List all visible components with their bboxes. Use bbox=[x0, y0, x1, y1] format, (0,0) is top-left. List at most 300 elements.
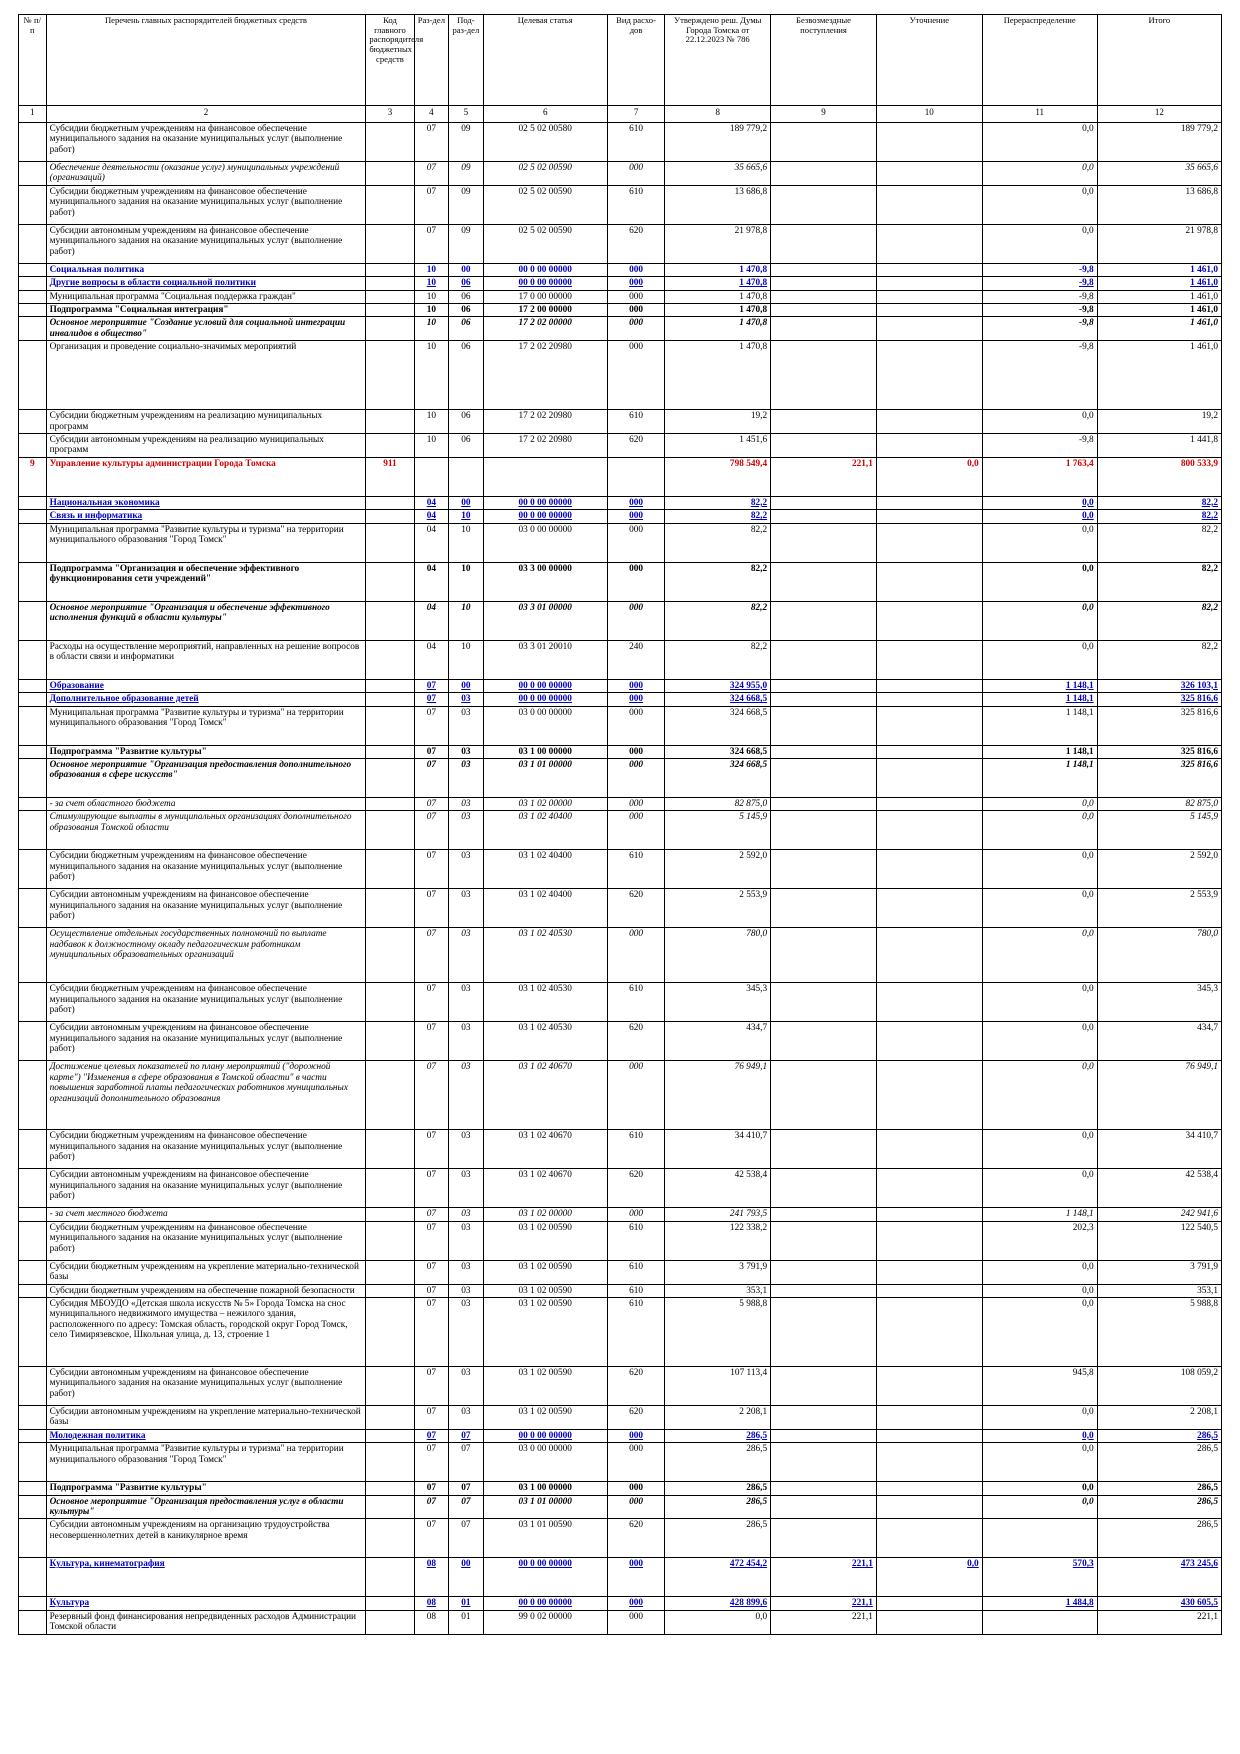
cell-pereras: 0,0 bbox=[982, 123, 1097, 162]
cell-num bbox=[19, 1022, 47, 1061]
cell-pereras: 0,0 bbox=[982, 510, 1097, 523]
cell-utv: 286,5 bbox=[665, 1519, 771, 1558]
table-row bbox=[19, 562, 1222, 601]
cell-num bbox=[19, 983, 47, 1022]
cell-pereras: 0,0 bbox=[982, 889, 1097, 928]
cell-razd: 07 bbox=[414, 693, 449, 706]
cell-gl bbox=[366, 562, 414, 601]
cell-bezv bbox=[771, 304, 877, 317]
table-row bbox=[19, 1061, 1222, 1130]
cell-utoch bbox=[876, 1022, 982, 1061]
cell-utv: 472 454,2 bbox=[665, 1558, 771, 1597]
cell-utv: 82,2 bbox=[665, 640, 771, 679]
cell-cel: 03 1 02 40670 bbox=[483, 1130, 607, 1169]
cell-podr: 03 bbox=[449, 1208, 484, 1221]
cell-vid: 000 bbox=[607, 341, 665, 410]
cell-cel: 03 1 02 00590 bbox=[483, 1405, 607, 1429]
cell-name: Достижение целевых показателей по плану мероприятий ("дорожной карте") "Изменения в сфере образования в Томской области" в части повышения заработной платы педагогических работников муниципальных организаций дополнительного образования bbox=[46, 1061, 366, 1130]
cell-vid: 000 bbox=[607, 1429, 665, 1442]
cell-gl bbox=[366, 1284, 414, 1297]
header-num-5: 5 bbox=[449, 106, 484, 123]
cell-bezv bbox=[771, 410, 877, 434]
cell-pereras: 0,0 bbox=[982, 1260, 1097, 1284]
cell-utv: 35 665,6 bbox=[665, 162, 771, 186]
cell-podr: 03 bbox=[449, 797, 484, 810]
cell-itogo: 286,5 bbox=[1097, 1495, 1221, 1519]
cell-num bbox=[19, 640, 47, 679]
cell-pereras: 0,0 bbox=[982, 1022, 1097, 1061]
cell-name: Образование bbox=[46, 679, 366, 692]
table-row bbox=[19, 224, 1222, 263]
cell-vid: 610 bbox=[607, 410, 665, 434]
cell-vid: 610 bbox=[607, 1297, 665, 1366]
cell-gl bbox=[366, 745, 414, 758]
cell-utoch bbox=[876, 434, 982, 458]
cell-gl bbox=[366, 1169, 414, 1208]
cell-bezv bbox=[771, 983, 877, 1022]
header-numbers-row bbox=[19, 106, 1222, 123]
cell-razd: 07 bbox=[414, 889, 449, 928]
cell-utoch bbox=[876, 1221, 982, 1260]
cell-num bbox=[19, 1519, 47, 1558]
cell-razd: 07 bbox=[414, 797, 449, 810]
cell-podr: 07 bbox=[449, 1482, 484, 1495]
cell-utv: 82,2 bbox=[665, 496, 771, 509]
cell-utv: 1 451,6 bbox=[665, 434, 771, 458]
cell-name: Муниципальная программа "Развитие культуры и туризма" на территории муниципального образования "Город Томск" bbox=[46, 1443, 366, 1482]
cell-vid: 000 bbox=[607, 162, 665, 186]
cell-name: Подпрограмма "Развитие культуры" bbox=[46, 745, 366, 758]
cell-bezv bbox=[771, 706, 877, 745]
cell-itogo: 780,0 bbox=[1097, 928, 1221, 983]
cell-razd: 10 bbox=[414, 304, 449, 317]
cell-podr: 03 bbox=[449, 1405, 484, 1429]
cell-pereras: 0,0 bbox=[982, 410, 1097, 434]
cell-utoch bbox=[876, 1482, 982, 1495]
cell-utoch bbox=[876, 1405, 982, 1429]
cell-bezv bbox=[771, 1519, 877, 1558]
cell-gl bbox=[366, 277, 414, 290]
cell-bezv bbox=[771, 263, 877, 276]
cell-utv: 2 553,9 bbox=[665, 889, 771, 928]
cell-name: Подпрограмма "Организация и обеспечение эффективного функционирования сети учреждений" bbox=[46, 562, 366, 601]
cell-num bbox=[19, 1443, 47, 1482]
cell-utoch bbox=[876, 123, 982, 162]
cell-name: Культура bbox=[46, 1597, 366, 1610]
cell-itogo: 353,1 bbox=[1097, 1284, 1221, 1297]
header-num-9: 9 bbox=[771, 106, 877, 123]
cell-name: Управление культуры администрации Города Томска bbox=[46, 457, 366, 496]
cell-vid: 000 bbox=[607, 811, 665, 850]
cell-gl bbox=[366, 1297, 414, 1366]
header-num-1: 1 bbox=[19, 106, 47, 123]
table-row bbox=[19, 457, 1222, 496]
cell-utoch bbox=[876, 410, 982, 434]
cell-num bbox=[19, 889, 47, 928]
cell-utoch bbox=[876, 290, 982, 303]
cell-cel: 02 5 02 00590 bbox=[483, 224, 607, 263]
cell-razd: 07 bbox=[414, 1297, 449, 1366]
cell-podr: 03 bbox=[449, 1260, 484, 1284]
cell-utv: 1 470,8 bbox=[665, 341, 771, 410]
cell-cel: 17 2 02 00000 bbox=[483, 317, 607, 341]
cell-bezv bbox=[771, 928, 877, 983]
cell-name: Связь и информатика bbox=[46, 510, 366, 523]
cell-gl bbox=[366, 928, 414, 983]
cell-razd: 04 bbox=[414, 510, 449, 523]
cell-itogo: 19,2 bbox=[1097, 410, 1221, 434]
cell-pereras: 0,0 bbox=[982, 562, 1097, 601]
table-row bbox=[19, 341, 1222, 410]
cell-gl bbox=[366, 1610, 414, 1634]
cell-pereras: 0,0 bbox=[982, 1061, 1097, 1130]
cell-num bbox=[19, 410, 47, 434]
cell-gl bbox=[366, 693, 414, 706]
cell-name: Социальная политика bbox=[46, 263, 366, 276]
cell-vid: 000 bbox=[607, 263, 665, 276]
header-col-9: Безвозмездные поступления bbox=[771, 15, 877, 106]
cell-gl bbox=[366, 758, 414, 797]
cell-bezv bbox=[771, 797, 877, 810]
cell-num bbox=[19, 224, 47, 263]
table-row bbox=[19, 889, 1222, 928]
cell-podr: 07 bbox=[449, 1519, 484, 1558]
cell-utv: 1 470,8 bbox=[665, 290, 771, 303]
cell-num bbox=[19, 1221, 47, 1260]
cell-name: Дополнительное образование детей bbox=[46, 693, 366, 706]
cell-vid: 620 bbox=[607, 224, 665, 263]
cell-utv: 82 875,0 bbox=[665, 797, 771, 810]
cell-utoch bbox=[876, 1366, 982, 1405]
cell-pereras: 0,0 bbox=[982, 1443, 1097, 1482]
cell-cel: 03 1 02 40530 bbox=[483, 983, 607, 1022]
cell-name: Субсидии автономным учреждениям на финансовое обеспечение муниципального задания на оказание муниципальных услуг (выполнение работ) bbox=[46, 1022, 366, 1061]
cell-pereras: 0,0 bbox=[982, 1429, 1097, 1442]
cell-name: Субсидии бюджетным учреждениям на финансовое обеспечение муниципального задания на оказание муниципальных услуг (выполнение работ) bbox=[46, 1130, 366, 1169]
header-col-4: Раз-дел bbox=[414, 15, 449, 106]
cell-bezv bbox=[771, 745, 877, 758]
cell-num bbox=[19, 1130, 47, 1169]
cell-num bbox=[19, 1260, 47, 1284]
cell-vid: 000 bbox=[607, 1061, 665, 1130]
cell-podr: 03 bbox=[449, 811, 484, 850]
cell-bezv bbox=[771, 811, 877, 850]
cell-podr: 09 bbox=[449, 123, 484, 162]
cell-podr: 06 bbox=[449, 290, 484, 303]
cell-num bbox=[19, 277, 47, 290]
cell-utv: 428 899,6 bbox=[665, 1597, 771, 1610]
table-row bbox=[19, 928, 1222, 983]
cell-razd: 10 bbox=[414, 290, 449, 303]
cell-itogo: 82 875,0 bbox=[1097, 797, 1221, 810]
cell-gl bbox=[366, 983, 414, 1022]
table-row bbox=[19, 1443, 1222, 1482]
cell-utoch bbox=[876, 889, 982, 928]
cell-name: Подпрограмма "Развитие культуры" bbox=[46, 1482, 366, 1495]
table-row bbox=[19, 1597, 1222, 1610]
cell-itogo: 325 816,6 bbox=[1097, 693, 1221, 706]
cell-razd: 07 bbox=[414, 162, 449, 186]
cell-utoch bbox=[876, 850, 982, 889]
cell-razd: 07 bbox=[414, 1221, 449, 1260]
cell-pereras: 0,0 bbox=[982, 983, 1097, 1022]
cell-utoch bbox=[876, 1169, 982, 1208]
cell-itogo: 345,3 bbox=[1097, 983, 1221, 1022]
header-col-2: Перечень главных распорядителей бюджетных средств bbox=[46, 15, 366, 106]
cell-razd: 08 bbox=[414, 1558, 449, 1597]
cell-cel: 03 0 00 00000 bbox=[483, 523, 607, 562]
cell-num bbox=[19, 185, 47, 224]
cell-vid: 000 bbox=[607, 1482, 665, 1495]
cell-podr: 07 bbox=[449, 1443, 484, 1482]
header-num-10: 10 bbox=[876, 106, 982, 123]
header-num-3: 3 bbox=[366, 106, 414, 123]
cell-num bbox=[19, 601, 47, 640]
cell-pereras: 1 148,1 bbox=[982, 706, 1097, 745]
cell-vid: 000 bbox=[607, 797, 665, 810]
cell-utv: 5 988,8 bbox=[665, 1297, 771, 1366]
cell-utoch bbox=[876, 277, 982, 290]
cell-num bbox=[19, 341, 47, 410]
cell-gl bbox=[366, 1366, 414, 1405]
cell-utv: 324 668,5 bbox=[665, 758, 771, 797]
cell-name: Основное мероприятие "Создание условий для социальной интеграции инвалидов в общество" bbox=[46, 317, 366, 341]
cell-gl bbox=[366, 1443, 414, 1482]
cell-vid: 620 bbox=[607, 1519, 665, 1558]
cell-itogo: 2 208,1 bbox=[1097, 1405, 1221, 1429]
cell-vid: 000 bbox=[607, 304, 665, 317]
cell-vid: 000 bbox=[607, 1208, 665, 1221]
cell-pereras: 0,0 bbox=[982, 928, 1097, 983]
cell-razd: 10 bbox=[414, 410, 449, 434]
cell-gl bbox=[366, 1022, 414, 1061]
cell-num bbox=[19, 434, 47, 458]
cell-num bbox=[19, 317, 47, 341]
cell-utoch bbox=[876, 304, 982, 317]
cell-bezv bbox=[771, 1297, 877, 1366]
cell-bezv bbox=[771, 510, 877, 523]
cell-itogo: 1 461,0 bbox=[1097, 263, 1221, 276]
cell-utv: 324 668,5 bbox=[665, 693, 771, 706]
cell-itogo: 286,5 bbox=[1097, 1429, 1221, 1442]
table-row bbox=[19, 1297, 1222, 1366]
cell-cel: 03 1 02 00590 bbox=[483, 1297, 607, 1366]
cell-razd: 04 bbox=[414, 496, 449, 509]
cell-itogo: 1 461,0 bbox=[1097, 317, 1221, 341]
cell-cel: 02 5 02 00590 bbox=[483, 162, 607, 186]
cell-podr: 03 bbox=[449, 1169, 484, 1208]
cell-itogo: 473 245,6 bbox=[1097, 1558, 1221, 1597]
cell-razd: 07 bbox=[414, 123, 449, 162]
cell-pereras: 0,0 bbox=[982, 811, 1097, 850]
cell-cel: 00 0 00 00000 bbox=[483, 510, 607, 523]
cell-utv: 122 338,2 bbox=[665, 1221, 771, 1260]
table-row bbox=[19, 304, 1222, 317]
cell-utv: 241 793,5 bbox=[665, 1208, 771, 1221]
cell-gl bbox=[366, 811, 414, 850]
header-num-2: 2 bbox=[46, 106, 366, 123]
cell-name: Субсидии автономным учреждениям на укрепление материально-технической базы bbox=[46, 1405, 366, 1429]
cell-razd: 10 bbox=[414, 277, 449, 290]
cell-podr: 03 bbox=[449, 1366, 484, 1405]
cell-name: Основное мероприятие "Организация предоставления услуг в области культуры" bbox=[46, 1495, 366, 1519]
cell-razd: 07 bbox=[414, 745, 449, 758]
cell-podr: 00 bbox=[449, 263, 484, 276]
table-row bbox=[19, 1519, 1222, 1558]
cell-podr: 06 bbox=[449, 317, 484, 341]
cell-razd: 07 bbox=[414, 185, 449, 224]
cell-itogo: 286,5 bbox=[1097, 1519, 1221, 1558]
cell-name: - за счет местного бюджета bbox=[46, 1208, 366, 1221]
cell-gl bbox=[366, 1429, 414, 1442]
cell-pereras: 0,0 bbox=[982, 496, 1097, 509]
cell-num bbox=[19, 706, 47, 745]
cell-itogo: 5 988,8 bbox=[1097, 1297, 1221, 1366]
cell-cel: 03 1 01 00000 bbox=[483, 1495, 607, 1519]
cell-name: Субсидии бюджетным учреждениям на укрепление материально-технической базы bbox=[46, 1260, 366, 1284]
cell-bezv bbox=[771, 341, 877, 410]
cell-vid: 610 bbox=[607, 1221, 665, 1260]
cell-bezv bbox=[771, 1405, 877, 1429]
cell-vid bbox=[607, 457, 665, 496]
cell-itogo: 286,5 bbox=[1097, 1482, 1221, 1495]
cell-utv: 324 668,5 bbox=[665, 706, 771, 745]
cell-vid: 620 bbox=[607, 1169, 665, 1208]
cell-cel: 03 1 02 40530 bbox=[483, 928, 607, 983]
cell-cel: 03 1 01 00000 bbox=[483, 758, 607, 797]
cell-podr: 03 bbox=[449, 706, 484, 745]
cell-bezv bbox=[771, 317, 877, 341]
cell-cel: 03 3 01 00000 bbox=[483, 601, 607, 640]
cell-num bbox=[19, 1495, 47, 1519]
cell-podr: 06 bbox=[449, 410, 484, 434]
header-num-7: 7 bbox=[607, 106, 665, 123]
cell-utoch bbox=[876, 162, 982, 186]
cell-itogo: 325 816,6 bbox=[1097, 745, 1221, 758]
cell-podr: 03 bbox=[449, 693, 484, 706]
cell-podr: 01 bbox=[449, 1597, 484, 1610]
cell-name: Культура, кинематография bbox=[46, 1558, 366, 1597]
cell-name: Национальная экономика bbox=[46, 496, 366, 509]
header-num-4: 4 bbox=[414, 106, 449, 123]
cell-bezv: 221,1 bbox=[771, 1558, 877, 1597]
cell-razd: 07 bbox=[414, 850, 449, 889]
cell-num bbox=[19, 1208, 47, 1221]
cell-podr: 09 bbox=[449, 162, 484, 186]
cell-utoch bbox=[876, 797, 982, 810]
cell-razd: 07 bbox=[414, 1208, 449, 1221]
cell-utoch bbox=[876, 510, 982, 523]
cell-name: Основное мероприятие "Организация предоставления дополнительного образования в сфере искусств" bbox=[46, 758, 366, 797]
cell-name: Молодежная политика bbox=[46, 1429, 366, 1442]
cell-num bbox=[19, 1597, 47, 1610]
cell-gl bbox=[366, 1061, 414, 1130]
cell-gl bbox=[366, 706, 414, 745]
cell-itogo: 82,2 bbox=[1097, 523, 1221, 562]
cell-cel: 00 0 00 00000 bbox=[483, 679, 607, 692]
cell-gl bbox=[366, 601, 414, 640]
cell-gl bbox=[366, 1221, 414, 1260]
cell-utoch bbox=[876, 317, 982, 341]
cell-name: Подпрограмма "Социальная интеграция" bbox=[46, 304, 366, 317]
cell-gl bbox=[366, 290, 414, 303]
cell-gl bbox=[366, 1597, 414, 1610]
cell-num: 9 bbox=[19, 457, 47, 496]
cell-pereras: 1 148,1 bbox=[982, 1208, 1097, 1221]
cell-utv: 780,0 bbox=[665, 928, 771, 983]
cell-gl bbox=[366, 434, 414, 458]
cell-pereras: 0,0 bbox=[982, 797, 1097, 810]
cell-num bbox=[19, 1610, 47, 1634]
cell-gl bbox=[366, 1405, 414, 1429]
table-row bbox=[19, 601, 1222, 640]
cell-razd: 10 bbox=[414, 317, 449, 341]
cell-bezv bbox=[771, 1221, 877, 1260]
table-row bbox=[19, 1022, 1222, 1061]
table-row bbox=[19, 317, 1222, 341]
cell-utv: 19,2 bbox=[665, 410, 771, 434]
cell-itogo: 82,2 bbox=[1097, 510, 1221, 523]
cell-cel: 00 0 00 00000 bbox=[483, 496, 607, 509]
table-row bbox=[19, 1260, 1222, 1284]
table-row bbox=[19, 1284, 1222, 1297]
cell-podr: 09 bbox=[449, 185, 484, 224]
cell-num bbox=[19, 679, 47, 692]
cell-gl bbox=[366, 1519, 414, 1558]
cell-pereras: 0,0 bbox=[982, 1297, 1097, 1366]
cell-pereras: 1 484,8 bbox=[982, 1597, 1097, 1610]
cell-bezv: 221,1 bbox=[771, 457, 877, 496]
cell-pereras: 0,0 bbox=[982, 640, 1097, 679]
cell-podr: 06 bbox=[449, 434, 484, 458]
cell-vid: 620 bbox=[607, 1366, 665, 1405]
cell-num bbox=[19, 123, 47, 162]
table-row bbox=[19, 797, 1222, 810]
cell-bezv bbox=[771, 434, 877, 458]
cell-razd: 07 bbox=[414, 224, 449, 263]
cell-razd: 07 bbox=[414, 811, 449, 850]
cell-vid: 000 bbox=[607, 1443, 665, 1482]
cell-utoch bbox=[876, 1297, 982, 1366]
table-row bbox=[19, 185, 1222, 224]
cell-itogo: 76 949,1 bbox=[1097, 1061, 1221, 1130]
cell-num bbox=[19, 1405, 47, 1429]
cell-vid: 610 bbox=[607, 1284, 665, 1297]
cell-utoch bbox=[876, 562, 982, 601]
cell-num bbox=[19, 811, 47, 850]
cell-name: Муниципальная программа "Социальная поддержка граждан" bbox=[46, 290, 366, 303]
cell-itogo: 108 059,2 bbox=[1097, 1366, 1221, 1405]
cell-pereras: 0,0 bbox=[982, 1169, 1097, 1208]
cell-name: Субсидии бюджетным учреждениям на реализацию муниципальных программ bbox=[46, 410, 366, 434]
cell-cel: 00 0 00 00000 bbox=[483, 1429, 607, 1442]
cell-itogo: 34 410,7 bbox=[1097, 1130, 1221, 1169]
cell-bezv bbox=[771, 601, 877, 640]
cell-bezv bbox=[771, 693, 877, 706]
cell-pereras: 0,0 bbox=[982, 224, 1097, 263]
cell-vid: 000 bbox=[607, 601, 665, 640]
cell-razd: 07 bbox=[414, 1022, 449, 1061]
cell-gl: 911 bbox=[366, 457, 414, 496]
cell-utv: 42 538,4 bbox=[665, 1169, 771, 1208]
cell-razd: 07 bbox=[414, 983, 449, 1022]
cell-vid: 000 bbox=[607, 1495, 665, 1519]
cell-razd: 07 bbox=[414, 706, 449, 745]
cell-num bbox=[19, 1429, 47, 1442]
cell-razd: 07 bbox=[414, 1061, 449, 1130]
cell-cel: 17 0 00 00000 bbox=[483, 290, 607, 303]
cell-razd: 07 bbox=[414, 1169, 449, 1208]
